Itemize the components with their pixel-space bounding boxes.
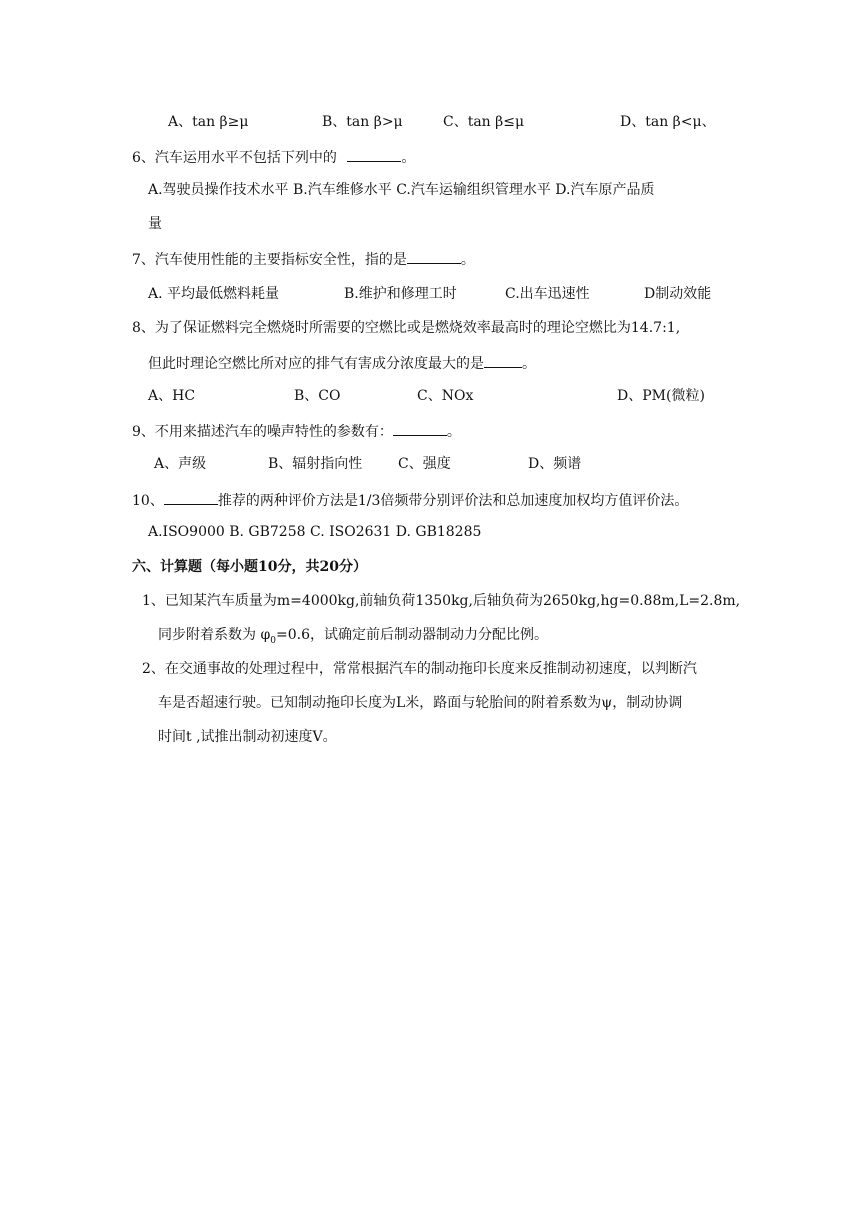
question-8-line1: 8、为了保证燃料完全燃烧时所需要的空燃比或是燃烧效率最高时的理论空燃比为14.7:1,: [132, 320, 681, 336]
question-6-blank[interactable]: [347, 146, 401, 162]
question-7-end: 。: [460, 252, 475, 268]
question-6-end: 。: [401, 150, 416, 166]
q9-option-a: A、声级: [154, 456, 207, 472]
question-10-prefix: 10、: [132, 493, 164, 509]
question-10-options: A.ISO9000 B. GB7258 C. ISO2631 D. GB18285: [148, 524, 482, 540]
question-9-end: 。: [446, 424, 461, 440]
q9-option-c: C、强度: [398, 456, 451, 472]
q5-option-b: B、tan β>μ: [322, 114, 403, 130]
q8-option-a: A、HC: [148, 388, 196, 404]
problem-1-line1: 1、已知某汽车质量为m=4000kg,前轴负荷1350kg,后轴负荷为2650kg,hg=0.88m,L=2.8m,: [142, 593, 741, 609]
q5-option-c: C、tan β≤μ: [443, 114, 525, 130]
question-8-blank[interactable]: [484, 352, 522, 368]
q7-option-d: D制动效能: [644, 286, 712, 302]
section-6-title: 六、计算题（每小题10分，共20分）: [132, 559, 367, 575]
question-10-blank[interactable]: [164, 489, 218, 505]
phi-subscript: 0: [270, 635, 276, 646]
problem-1-line2-a: 同步附着系数为 φ: [158, 627, 271, 643]
q8-option-d: D、PM(微粒): [617, 388, 705, 404]
problem-1-line2-b: =0.6，试确定前后制动器制动力分配比例。: [276, 627, 548, 643]
question-7: [132, 248, 475, 270]
question-10-text: 推荐的两种评价方法是1/3倍频带分别评价法和总加速度加权均方值评价法。: [217, 493, 689, 509]
question-6: [132, 146, 415, 168]
question-10: [132, 489, 688, 511]
problem-2-line2: 车是否超速行驶。已知制动拖印长度为L米，路面与轮胎间的附着系数为ψ，制动协调: [158, 695, 683, 711]
q7-option-a: A. 平均最低燃料耗量: [148, 286, 280, 302]
q7-option-c: C.出车迅速性: [505, 286, 590, 302]
question-9-text: 9、不用来描述汽车的噪声特性的参数有：: [132, 424, 393, 440]
question-7-blank[interactable]: [407, 248, 461, 264]
q8-option-c: C、NOx: [417, 388, 474, 404]
question-6-text: 6、汽车运用水平不包括下列中的: [132, 150, 337, 166]
q7-option-b: B.维护和修理工时: [344, 286, 457, 302]
question-8-end: 。: [522, 356, 536, 372]
q5-option-a: A、tan β≥μ: [168, 114, 249, 130]
question-8-line2: [148, 352, 536, 374]
problem-2-line3: 时间t ,试推出制动初速度V。: [158, 729, 337, 745]
q5-option-d: D、tan β<μ、: [620, 114, 716, 130]
question-6-options-wrap: 量: [148, 216, 162, 232]
question-6-options: A.驾驶员操作技术水平 B.汽车维修水平 C.汽车运输组织管理水平 D.汽车原产品质: [148, 182, 655, 198]
q8-option-b: B、CO: [294, 388, 341, 404]
q9-option-d: D、频谱: [528, 456, 582, 472]
problem-2-line1: 2、在交通事故的处理过程中，常常根据汽车的制动拖印长度来反推制动初速度，以判断汽: [142, 661, 697, 677]
problem-1-line2: [158, 625, 548, 651]
question-9-blank[interactable]: [393, 420, 447, 436]
question-7-text: 7、汽车使用性能的主要指标安全性，指的是: [132, 252, 407, 268]
q9-option-b: B、辐射指向性: [268, 456, 363, 472]
question-9: [132, 420, 461, 442]
question-8-text: 但此时理论空燃比所对应的排气有害成分浓度最大的是: [148, 356, 484, 372]
